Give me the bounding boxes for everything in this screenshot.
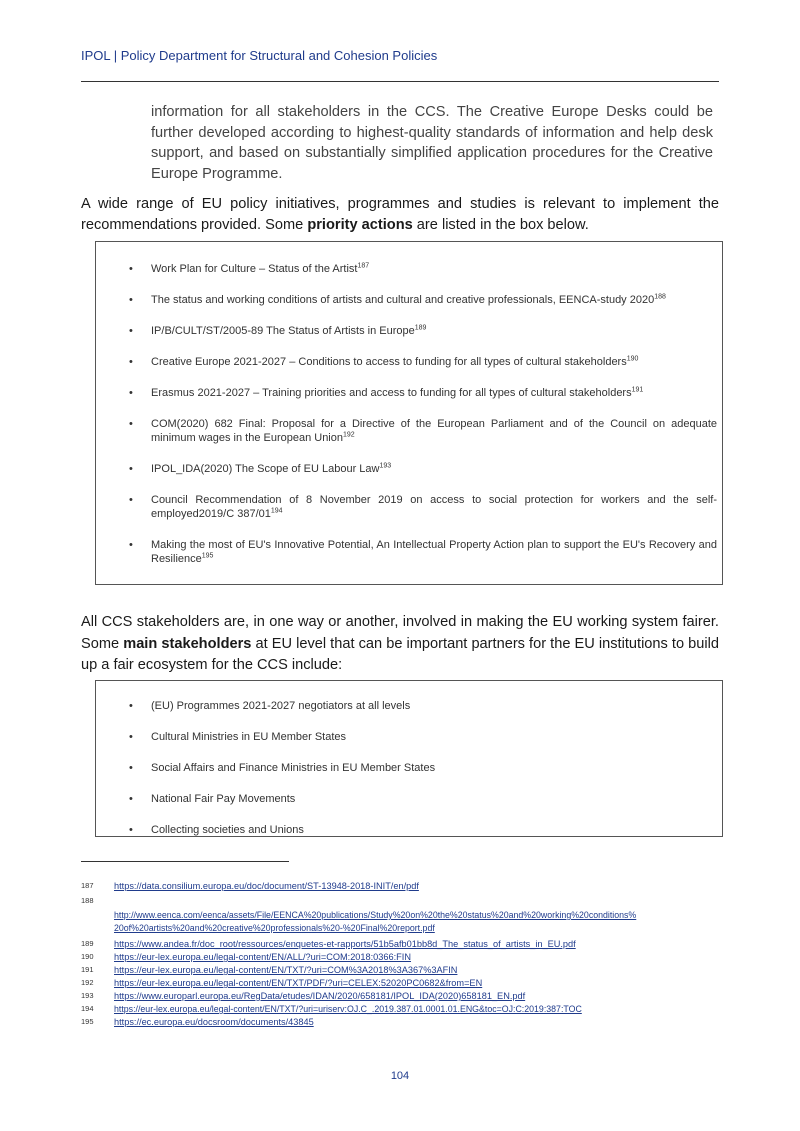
- list-item: • Council Recommendation of 8 November 2019 on access to social protection for workers and the self-employed2019/C $387/01^{194}$: [129, 494, 717, 520]
- list-item: • Social Affairs and Finance Ministries in EU Member States: [129, 762, 436, 774]
- priority-actions-intro: A wide range of EU policy initiatives, programmes and studies is relevant to implement the recommendations provided. Some priority actions are listed in the box below.: [81, 196, 719, 233]
- list-item: • (EU) Programmes 2021-2027 negotiators at all levels: [129, 700, 411, 712]
- footnote-link[interactable]: https://www.europarl.europa.eu/RegData/etudes/IDAN/2020/658181/IPOL_IDA(2020)658181_EN.pdf: [114, 991, 526, 1001]
- list-item: • Cultural Ministries in EU Member States: [129, 731, 347, 743]
- list-item: • IPOL_IDA(2020) The Scope of EU Labour Law$^{193}$: [129, 462, 392, 475]
- header-divider: [81, 81, 719, 82]
- footnote-link[interactable]: https://www.andea.fr/doc_root/ressources/enquetes-et-rapports/51b5afb01bb8d_The_status_of_artists_in_EU.pdf: [114, 939, 576, 949]
- priority-actions-emphasis: priority actions: [307, 216, 413, 233]
- list-item: • Creative Europe 2021-2027 – Conditions to access to funding for all types of cultural stakeholders$^{190}$: [129, 355, 639, 368]
- list-item: • Work Plan for Culture – Status of the Artist$^{187}$: [129, 262, 370, 275]
- list-item: • National Fair Pay Movements: [129, 793, 296, 805]
- stakeholders-intro: All CCS stakeholders are, in one way or another, involved in making the EU working system fairer. Some main stakeholders at EU level that can be important partners for the EU institutions to build up a fair ecosystem for the CCS include:: [81, 614, 720, 673]
- footnote-188: 188 http://www.eenca.com/eenca/assets/File/EENCA%20publications/Study%20on%20the%20status%20and%20working%20conditions% 20of%20artists%20and%20creative%20professionals%20-%20Final%20report.pdf: [81, 896, 637, 933]
- list-item: • IP/B/CULT/ST/2005-89 The Status of Artists in Europe$^{189}$: [129, 324, 427, 337]
- intro-paragraph: information for all stakeholders in the CCS. The Creative Europe Desks could be further developed according to highest-quality standards of information and help desk support, and based on substantially simplified application procedures for the Creative Europe Programme.: [151, 104, 713, 182]
- footnote-link[interactable]: https://data.consilium.europa.eu/doc/document/ST-13948-2018-INIT/en/pdf: [114, 881, 419, 891]
- page-number: 104: [390, 1070, 410, 1082]
- footnote-link[interactable]: https://eur-lex.europa.eu/legal-content/EN/TXT/?uri=uriserv:OJ.C_.2019.387.01.0001.01.ENG&toc=OJ:C:2019:387:TOC: [114, 1004, 582, 1014]
- main-stakeholders-emphasis: main stakeholders: [123, 635, 252, 652]
- page-header: IPOL | Policy Department for Structural and Cohesion Policies: [81, 48, 438, 63]
- footnote-link[interactable]: 20of%20artists%20and%20creative%20professionals%20-%20Final%20report.pdf: [114, 923, 435, 933]
- priority-actions-box: [95, 241, 723, 585]
- list-item: • Collecting societies and Unions: [129, 824, 304, 836]
- stakeholders-box: [95, 680, 723, 837]
- footnote-link[interactable]: https://eur-lex.europa.eu/legal-content/EN/TXT/PDF/?uri=CELEX:52020PC0682&from=EN: [114, 978, 483, 988]
- list-item: • Erasmus 2021-2027 – Training priorities and access to funding for all types of cultural stakeholders$^{191}$: [129, 386, 644, 399]
- list-item: • COM(2020) 682 Final: Proposal for a Directive of the European Parliament and of the Council on adequate minimum wages in the European Union$^{192}$: [129, 418, 717, 444]
- footnote-link[interactable]: https://eur-lex.europa.eu/legal-content/EN/TXT/?uri=COM%3A2018%3A367%3AFIN: [114, 965, 458, 975]
- footnote-link[interactable]: https://ec.europa.eu/docsroom/documents/43845: [114, 1017, 314, 1027]
- list-item: • Making the most of EU's Innovative Potential, An Intellectual Property Action plan to support the EU's Recovery and Resilience$^{195}$: [129, 539, 717, 565]
- footnote-divider: [81, 861, 289, 862]
- footnote-link[interactable]: http://www.eenca.com/eenca/assets/File/EENCA%20publications/Study%20on%20the%20status%20and%20working%20conditions%: [114, 910, 637, 920]
- footnote-link[interactable]: https://eur-lex.europa.eu/legal-content/EN/ALL/?uri=COM:2018:0366:FIN: [114, 952, 411, 962]
- list-item: • The status and working conditions of artists and cultural and creative professionals, EENCA-study 2020$^{188}$: [129, 293, 666, 306]
